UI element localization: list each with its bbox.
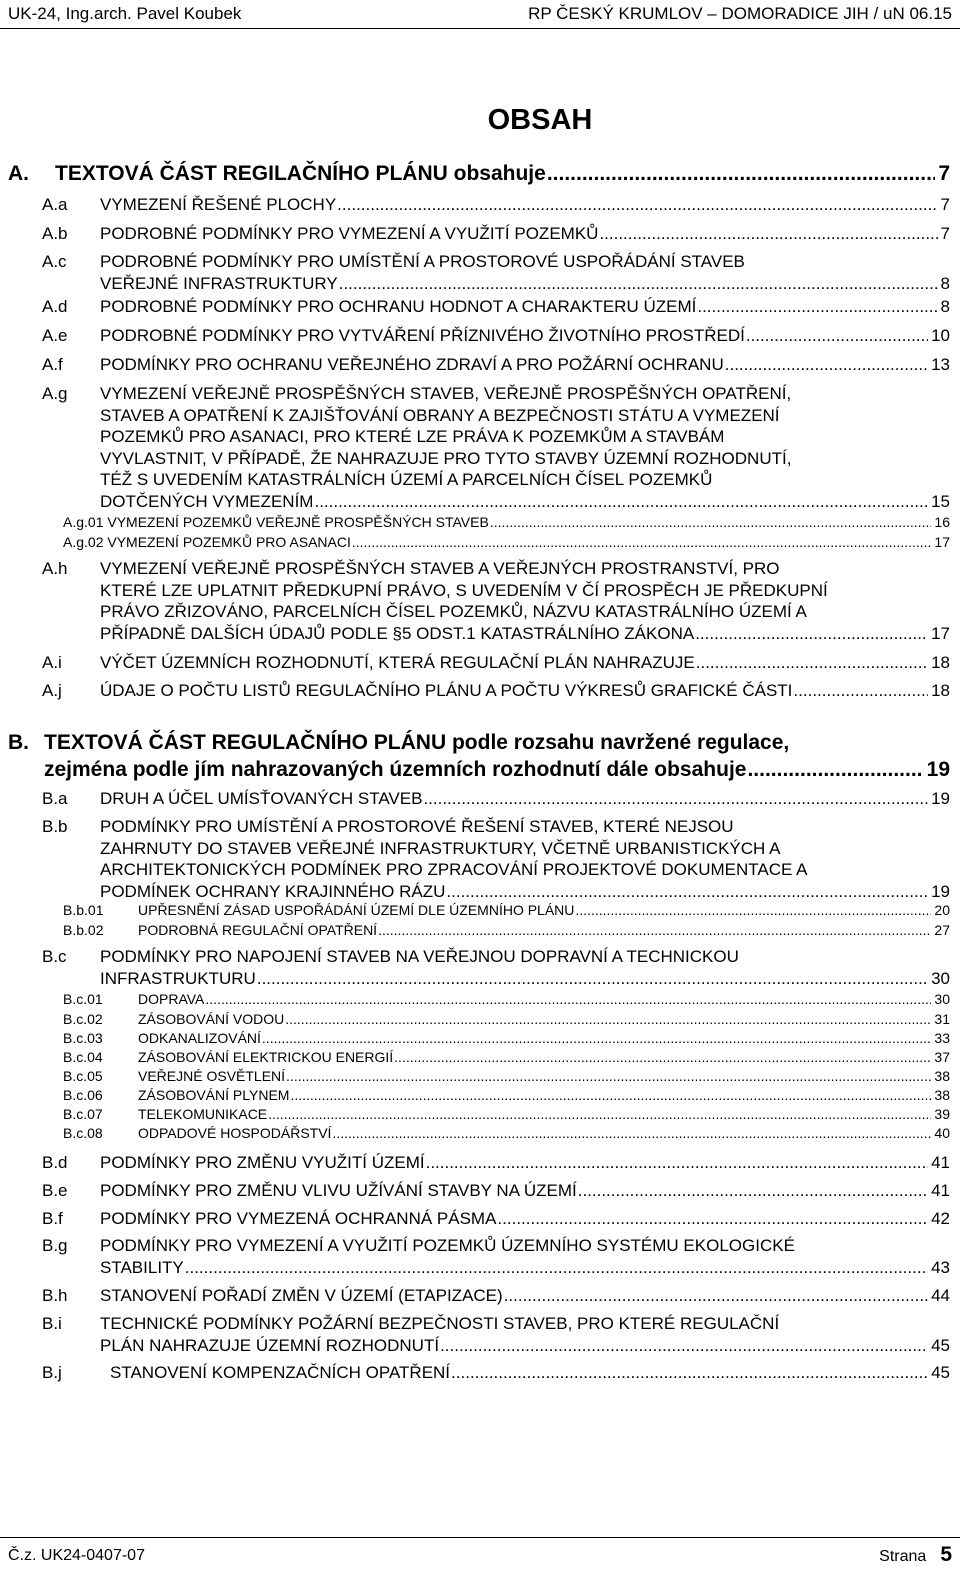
toc-entry-number: A.h [42,559,68,578]
toc-entry-line: VYVLASTNIT, V PŘÍPADĚ, ŽE NAHRAZUJE PRO TYTO STAVBY ÚZEMNÍ ROZHODNUTÍ, [100,448,792,468]
toc-entry-number: B.b.02 [63,922,104,938]
toc-entry-line: PRÁVO ZŘIZOVÁNO, PARCELNÍCH ČÍSEL POZEMKŮ, NÁZVU KATASTRÁLNÍHO ÚZEMÍ A [100,602,807,621]
toc-entry-line: A.g.02 VYMEZENÍ POZEMKŮ PRO ASANACI [63,534,351,550]
toc-entry-line: TECHNICKÉ PODMÍNKY POŽÁRNÍ BEZPEČNOSTI STAVEB, PRO KTERÉ REGULAČNÍ [100,1314,780,1333]
toc-entry-line: PLÁN NAHRAZUJE ÚZEMNÍ ROZHODNUTÍ [100,1335,440,1355]
toc-page-number: 38 [934,1087,950,1103]
toc-entry-line: A.g.01 VYMEZENÍ POZEMKŮ VEŘEJNĚ PROSPĚŠNÝCH STAVEB [63,514,489,530]
toc-leader-dots [378,921,931,941]
toc-entry-text [138,1105,950,1125]
toc-entry-number: B.j [42,1363,62,1382]
toc-entry-number: A.j [42,681,62,700]
toc-page-number: 7 [938,162,950,185]
toc-leader-dots [205,990,931,1010]
toc-entry-text [138,901,950,921]
toc-entry-text [138,1086,950,1106]
toc-entry-text [100,1313,950,1356]
toc-leader-dots [451,1362,928,1384]
toc-entry-text [100,1235,950,1278]
header-rule [0,28,960,29]
toc-page-number: 7 [940,224,950,243]
toc-leader-dots [286,1067,931,1087]
footer-rule [0,1537,960,1538]
toc-entry-text [44,729,950,783]
toc-leader-dots [426,1152,928,1174]
toc-entry-line: INFRASTRUKTURU [100,968,256,988]
toc-page-number: 40 [934,1125,950,1141]
toc-entry-text [110,1362,950,1384]
toc-entry-line: TEXTOVÁ ČÁST REGILAČNÍHO PLÁNU obsahuje [55,162,546,185]
toc-page-number: 19 [931,789,950,808]
toc-page-number: 18 [931,653,950,672]
toc-leader-dots [725,354,928,376]
toc-entry-line: PŘÍPADNĚ DALŠÍCH ÚDAJŮ PODLE §5 ODST.1 KATASTRÁLNÍHO ZÁKONA [100,623,695,643]
toc-entry-number: B.c.07 [63,1106,103,1122]
toc-entry-number: B.d [42,1153,68,1172]
toc-leader-dots [423,788,928,810]
toc-entry-number: B.c.01 [63,991,103,1007]
toc-entry-line: UPŘESNĚNÍ ZÁSAD USPOŘÁDÁNÍ ÚZEMÍ DLE ÚZEMNÍHO PLÁNU [138,902,575,918]
toc-entry-text [63,533,950,553]
toc-entry-line: VYMEZENÍ VEŘEJNĚ PROSPĚŠNÝCH STAVEB, VEŘEJNĚ PROSPĚŠNÝCH OPATŘENÍ, [100,384,792,403]
toc-page-number: 17 [931,623,950,643]
toc-entry-line: PODMÍNKY PRO ZMĚNU VYUŽITÍ ÚZEMÍ [100,1153,425,1172]
toc-entry-line: PODROBNÉ PODMÍNKY PRO VYTVÁŘENÍ PŘÍZNIVÉHO ŽIVOTNÍHO PROSTŘEDÍ [100,326,745,345]
toc-leader-dots [793,680,928,702]
toc-entry-number: B.c.08 [63,1125,103,1141]
toc-leader-dots [185,1257,928,1279]
toc-entry-line: VEŘEJNÉ OSVĚTLENÍ [138,1068,286,1084]
toc-entry-line: STABILITY [100,1257,184,1277]
toc-entry-line: VYMEZENÍ ŘEŠENÉ PLOCHY [100,195,337,214]
toc-entry-text [100,558,950,644]
toc-leader-dots [314,491,928,513]
toc-entry-line: PODMÍNKY PRO ZMĚNU VLIVU UŽÍVÁNÍ STAVBY NA ÚZEMÍ [100,1181,577,1200]
footer-page-label: Strana [879,1548,927,1565]
toc-page-number: 31 [934,1011,950,1027]
toc-page-number: 19 [926,758,950,781]
toc-entry-number: B.b [42,817,68,836]
toc-page-number: 43 [931,1257,950,1277]
toc-leader-dots [268,1105,931,1125]
footer-page [879,1543,952,1567]
toc-leader-dots [547,160,935,187]
toc-leader-dots [695,623,928,645]
toc-entry-number: B.b.01 [63,902,104,918]
toc-entry-line: KTERÉ LZE UPLATNIT PŘEDKUPNÍ PRÁVO, S UVEDENÍM V ČÍ PROSPĚCH JE PŘEDKUPNÍ [100,580,828,600]
toc-entry-number: A.g [42,384,68,403]
toc-entry-line: ZÁSOBOVÁNÍ VODOU [138,1011,285,1027]
toc-entry-number: B.c.02 [63,1011,103,1027]
toc-entry-number: B.h [42,1286,68,1305]
toc-page-number: 7 [940,195,950,214]
toc-leader-dots [599,223,937,245]
toc-entry-number: B.c.04 [63,1049,103,1065]
toc-entry-number: B.i [42,1314,62,1333]
toc-entry-line: PODROBNÉ PODMÍNKY PRO OCHRANU HODNOT A CHARAKTERU ÚZEMÍ [100,297,697,316]
toc-entry-text [100,1152,950,1174]
toc-entry-line: VEŘEJNÉ INFRASTRUKTURY [100,273,338,293]
page-header [0,0,960,30]
toc-leader-dots [446,881,928,903]
toc-page-number: 18 [931,681,950,700]
toc-entry-number: A.a [42,195,68,214]
toc-entry-line: STANOVENÍ KOMPENZAČNÍCH OPATŘENÍ [110,1363,451,1382]
toc-entry-text [100,946,950,989]
header-project: RP ČESKÝ KRUMLOV – DOMORADICE JIH / uN 06.15 [528,4,952,23]
toc-entry-line: PODMÍNEK OCHRANY KRAJINNÉHO RÁZU [100,881,446,901]
toc-entry-line: ZÁSOBOVÁNÍ ELEKTRICKOU ENERGIÍ [138,1049,394,1065]
toc-entry-text [100,354,950,376]
toc-leader-dots [285,1010,931,1030]
toc-leader-dots [504,1285,928,1307]
toc-entry-number: A.d [42,297,68,316]
toc-entry-line: VÝČET ÚZEMNÍCH ROZHODNUTÍ, KTERÁ REGULAČNÍ PLÁN NAHRAZUJE [100,653,695,672]
toc-page-number: 33 [934,1030,950,1046]
toc-entry-line: PODROBNÁ REGULAČNÍ OPATŘENÍ [138,922,378,938]
toc-entry-line: TÉŽ S UVEDENÍM KATASTRÁLNÍCH ÚZEMÍ A PARCELNÍCH ČÍSEL POZEMKŮ [100,470,713,489]
toc-page-number: 19 [931,881,950,901]
toc-leader-dots [747,756,923,783]
toc-page-number: 8 [940,273,950,293]
toc-entry-line: ODPADOVÉ HOSPODÁŘSTVÍ [138,1125,332,1141]
toc-entry-number: A. [8,162,29,185]
toc-leader-dots [257,968,928,990]
toc-entry-line: ARCHITEKTONICKÝCH PODMÍNEK PRO ZPRACOVÁNÍ PROJEKTOVÉ DOKUMENTACE A [100,860,808,879]
toc-entry-line: zejména podle jím nahrazovaných územních rozhodnutí dále obsahuje [44,758,747,781]
toc-entry-line: TELEKOMUNIKACE [138,1106,268,1122]
toc-leader-dots [352,533,932,553]
toc-page-number: 44 [931,1286,950,1305]
toc-entry-number: A.f [42,355,63,374]
toc-entry-number: A.i [42,653,62,672]
toc-entry-text [100,251,950,294]
toc-entry-line: ZÁSOBOVÁNÍ PLYNEM [138,1087,290,1103]
toc-entry-line: PODMÍNKY PRO UMÍSTĚNÍ A PROSTOROVÉ ŘEŠENÍ STAVEB, KTERÉ NEJSOU [100,817,734,836]
toc-entry-text [138,1048,950,1068]
toc-entry-number: A.b [42,224,68,243]
toc-page-number: 15 [931,491,950,511]
toc-page-number: 45 [931,1363,950,1382]
header-author: UK-24, Ing.arch. Pavel Koubek [8,4,242,23]
toc-entry-text [138,1010,950,1030]
toc-entry-text [100,788,950,810]
toc-page-number: 8 [940,297,950,316]
toc-entry-line: VYMEZENÍ VEŘEJNĚ PROSPĚŠNÝCH STAVEB A VEŘEJNÝCH PROSTRANSTVÍ, PRO [100,559,780,578]
toc-page-number: 27 [934,922,950,938]
toc-entry-number: B.c [42,947,67,966]
toc-entry-line: STANOVENÍ POŘADÍ ZMĚN V ÚZEMÍ (ETAPIZACE) [100,1286,503,1305]
toc-page-number: 38 [934,1068,950,1084]
toc-leader-dots [337,194,937,216]
toc-entry-text [138,1029,950,1049]
toc-page-number: 17 [934,534,950,550]
toc-entry-text [100,680,950,702]
toc-leader-dots [290,1086,931,1106]
toc-page-number: 45 [931,1335,950,1355]
toc-entry-text [63,513,950,533]
toc-page-number: 30 [934,991,950,1007]
toc-page-number: 30 [931,968,950,988]
toc-leader-dots [696,652,928,674]
toc-page-number: 20 [934,902,950,918]
toc-entry-number: B.c.06 [63,1087,103,1103]
toc-entry-line: DRUH A ÚČEL UMÍSŤOVANÝCH STAVEB [100,789,423,808]
toc-entry-text [100,816,950,902]
toc-leader-dots [746,325,928,347]
toc-entry-number: B.a [42,789,68,808]
toc-entry-text [138,990,950,1010]
toc-entry-text [100,1208,950,1230]
toc-page-number: 10 [931,326,950,345]
toc-entry-text [138,1067,950,1087]
toc-entry-number: A.c [42,252,67,271]
toc-entry-line: STAVEB A OPATŘENÍ K ZAJIŠŤOVÁNÍ OBRANY A BEZPEČNOSTI STÁTU A VYMEZENÍ [100,405,780,425]
toc-leader-dots [497,1208,928,1230]
page-title: OBSAH [487,104,593,136]
footer-page-number: 5 [940,1543,952,1566]
toc-entry-line: PODMÍNKY PRO NAPOJENÍ STAVEB NA VEŘEJNOU DOPRAVNÍ A TECHNICKOU [100,947,739,966]
toc-page-number: 16 [934,514,950,530]
toc-page-number: 39 [934,1106,950,1122]
toc-entry-line: ZAHRNUTY DO STAVEB VEŘEJNÉ INFRASTRUKTURY, VČETNĚ URBANISTICKÝCH A [100,838,781,858]
toc-entry-number: B. [8,731,29,754]
toc-entry-number: B.c.05 [63,1068,103,1084]
toc-entry-text [138,1124,950,1144]
toc-entry-text [100,223,950,245]
toc-entry-number: B.e [42,1181,68,1200]
toc-leader-dots [339,273,938,295]
toc-entry-line: PODMÍNKY PRO VYMEZENÍ A VYUŽITÍ POZEMKŮ ÚZEMNÍHO SYSTÉMU EKOLOGICKÉ [100,1236,795,1255]
toc-entry-text [100,1285,950,1307]
toc-entry-number: A.e [42,326,68,345]
toc-leader-dots [575,901,931,921]
toc-entry-line: POZEMKŮ PRO ASANACI, PRO KTERÉ LZE PRÁVA K POZEMKŮM A STAVBÁM [100,427,725,446]
toc-entry-number: B.g [42,1236,68,1255]
toc-entry-text [100,194,950,216]
footer-document-number: Č.z. UK24-0407-07 [8,1547,145,1564]
toc-entry-text [100,296,950,318]
toc-entry-text [55,160,950,187]
toc-entry-line: ÚDAJE O POČTU LISTŮ REGULAČNÍHO PLÁNU A POČTU VÝKRESŮ GRAFICKÉ ČÁSTI [100,681,793,700]
toc-entry-number: B.f [42,1209,63,1228]
toc-entry-line: TEXTOVÁ ČÁST REGULAČNÍHO PLÁNU podle rozsahu navržené regulace, [44,731,790,754]
toc-entry-line: ODKANALIZOVÁNÍ [138,1030,261,1046]
toc-leader-dots [697,296,937,318]
toc-entry-line: PODROBNÉ PODMÍNKY PRO VYMEZENÍ A VYUŽITÍ POZEMKŮ [100,224,599,243]
toc-leader-dots [394,1048,931,1068]
toc-entry-text [100,1180,950,1202]
toc-entry-text [100,325,950,347]
toc-leader-dots [490,513,932,533]
toc-entry-text [100,383,950,512]
toc-leader-dots [440,1335,928,1357]
toc-page-number: 13 [931,355,950,374]
toc-entry-text [100,652,950,674]
toc-page-number: 41 [931,1153,950,1172]
toc-entry-line: DOPRAVA [138,991,205,1007]
toc-leader-dots [262,1029,932,1049]
toc-entry-number: B.c.03 [63,1030,103,1046]
toc-page-number: 37 [934,1049,950,1065]
toc-page-number: 41 [931,1181,950,1200]
toc-entry-line: PODMÍNKY PRO VYMEZENÁ OCHRANNÁ PÁSMA [100,1209,497,1228]
toc-leader-dots [578,1180,928,1202]
toc-entry-line: PODROBNÉ PODMÍNKY PRO UMÍSTĚNÍ A PROSTOROVÉ USPOŘÁDÁNÍ STAVEB [100,252,745,271]
toc-entry-text [138,921,950,941]
toc-entry-line: DOTČENÝCH VYMEZENÍM [100,491,314,511]
toc-entry-line: PODMÍNKY PRO OCHRANU VEŘEJNÉHO ZDRAVÍ A PRO POŽÁRNÍ OCHRANU [100,355,724,374]
toc-page-number: 42 [931,1209,950,1228]
toc-leader-dots [332,1124,931,1144]
